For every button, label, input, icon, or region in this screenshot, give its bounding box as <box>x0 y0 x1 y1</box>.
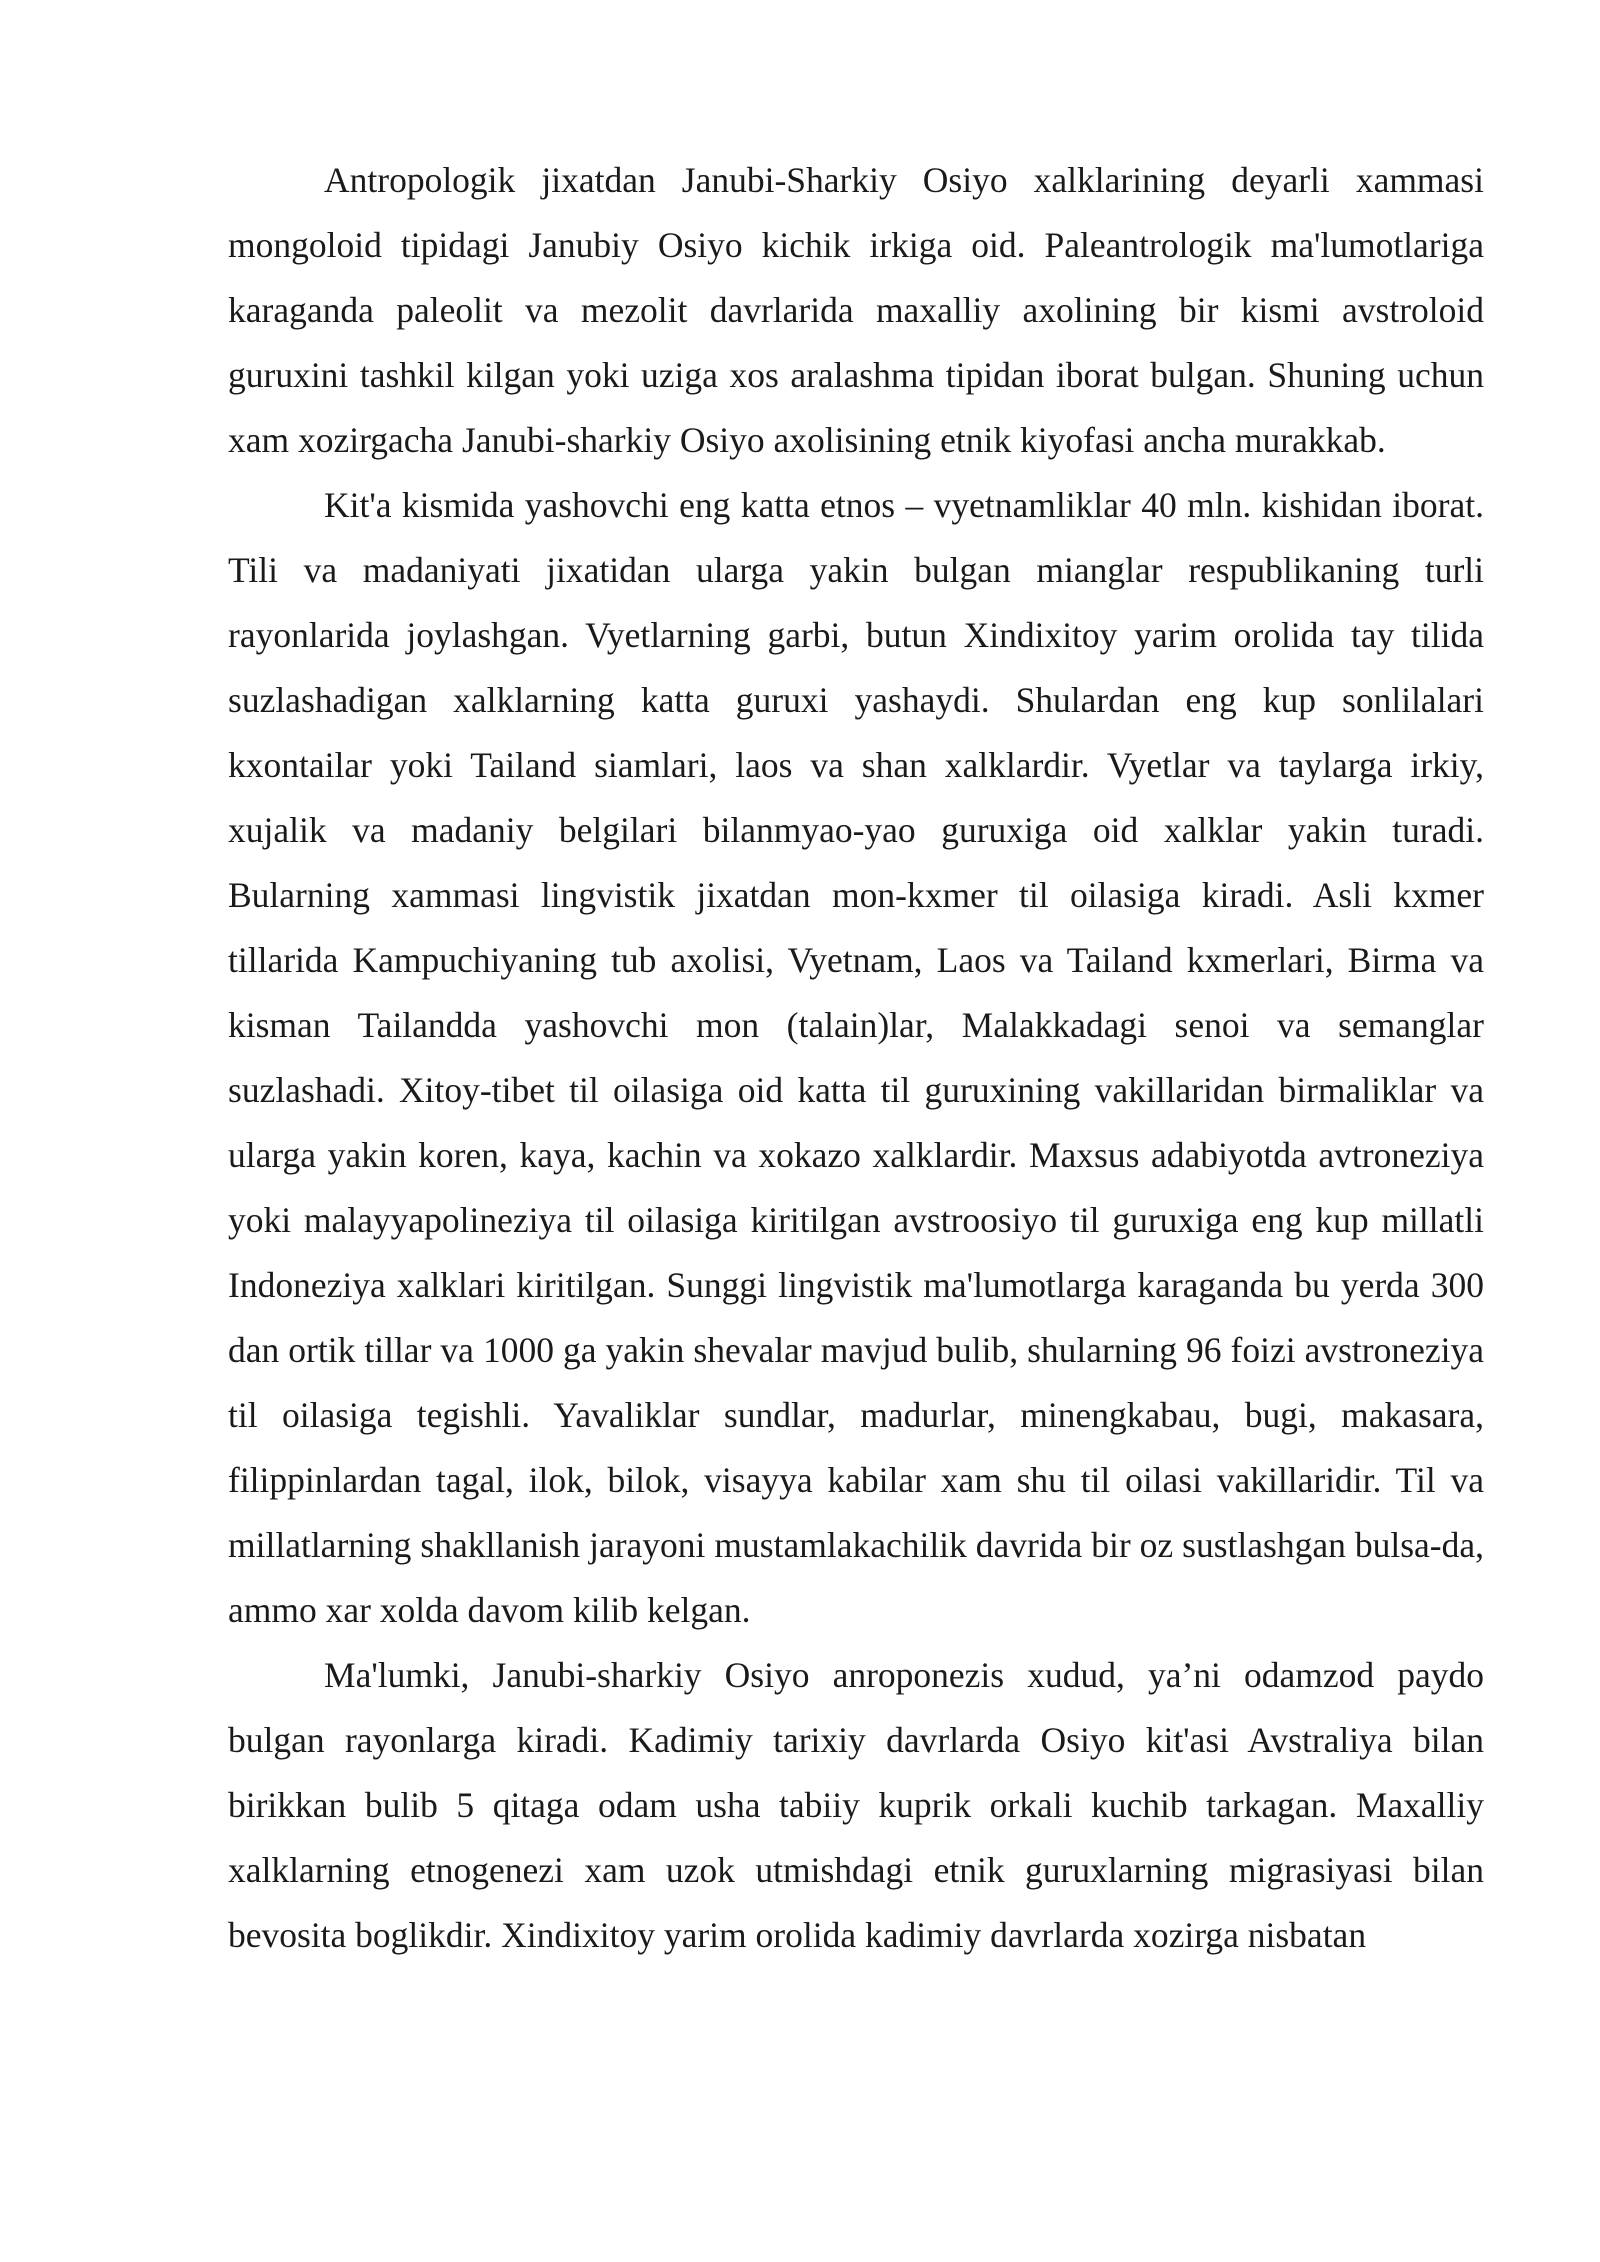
paragraph-ethnic-groups: Kit'a kismida yashovchi eng katta etnos – vyetnamliklar 40 mln. kishidan iborat. Tili va madaniyati jixatidan ularga yakin bulgan mianglar respublikaning turli rayonlarida joylashgan. Vyetlarning garbi, butun Xindixitoy yarim orolida tay tilida suzlashadigan xalklarning katta guruxi yashaydi. Shulardan eng kup sonlilalari kxontailar yoki Tailand siamlari, laos va shan xalklardir. Vyetlar va taylarga irkiy, xujalik va madaniy belgilari bilanmyao-yao guruxiga oid xalklar yakin turadi. Bularning xammasi lingvistik jixatdan mon-kxmer til oilasiga kiradi. Asli kxmer tillarida Kampuchiyaning tub axolisi, Vyetnam, Laos va Tailand kxmerlari, Birma va kisman Tailandda yashovchi mon (talain)lar, Malakkadagi senoi va semanglar suzlashadi. Xitoy-tibet til oilasiga oid katta til guruxining vakillaridan birmaliklar va ularga yakin koren, kaya, kachin va xokazo xalklardir. Maxsus adabiyotda avtroneziya yoki malayyapolineziya til oilasiga kiritilgan avstroosiyo til guruxiga eng kup millatli Indoneziya xalklari kiritilgan. Sunggi lingvistik ma'lumotlarga karaganda bu yerda 300 dan ortik tillar va 1000 ga yakin shevalar mavjud bulib, shularning 96 foizi avstroneziya til oilasiga tegishli. Yavaliklar sundlar, madurlar, minengkabau, bugi, makasara, filippinlardan tagal, ilok, bilok, visayya kabilar xam shu til oilasi vakillaridir. Til va millatlarning shakllanish jarayoni mustamlakachilik davrida bir oz sustlashgan bulsa-da, ammo xar xolda davom kilib kelgan. <box>228 485 1484 1630</box>
paragraph-anthropology: Antropologik jixatdan Janubi-Sharkiy Osiyo xalklarining deyarli xammasi mongoloid tipidagi Janubiy Osiyo kichik irkiga oid. Paleantrologik ma'lumotlariga karaganda paleolit va mezolit davrlarida maxalliy axolining bir kismi avstroloid guruxini tashkil kilgan yoki uziga xos aralashma tipidan iborat bulgan. Shuning uchun xam xozirgacha Janubi-sharkiy Osiyo axolisining etnik kiyofasi ancha murakkab. <box>228 160 1484 460</box>
paragraph-anthropogenesis: Ma'lumki, Janubi-sharkiy Osiyo anroponezis xudud, ya’ni odamzod paydo bulgan rayonlarga kiradi. Kadimiy tarixiy davrlarda Osiyo kit'asi Avstraliya bilan birikkan bulib 5 qitaga odam usha tabiiy kuprik orkali kuchib tarkagan. Maxalliy xalklarning etnogenezi xam uzok utmishdagi etnik guruxlarning migrasiyasi bilan bevosita boglikdir. Xindixitoy yarim orolida kadimiy davrlarda xozirga nisbatan <box>228 1655 1484 1955</box>
document-page <box>228 148 1484 1968</box>
